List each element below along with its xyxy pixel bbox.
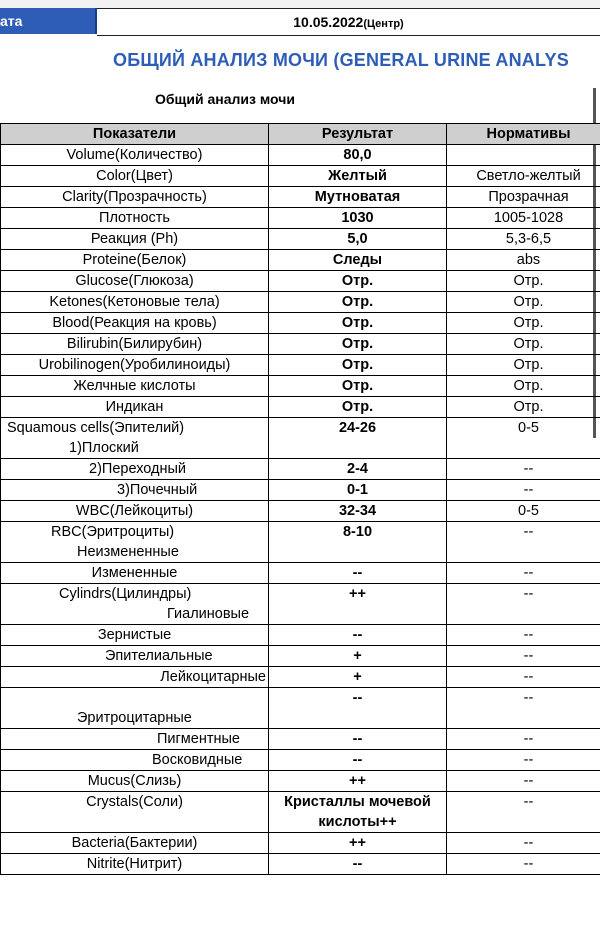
table-row [1, 792, 600, 833]
table-row [1, 480, 600, 501]
result-value: 2-4 [269, 459, 447, 480]
date-label: ата [0, 8, 97, 34]
norm-value: -- [447, 729, 600, 750]
norm-value: Отр. [447, 397, 600, 418]
result-value: -- [269, 625, 447, 646]
table-row [1, 145, 600, 166]
parameter-name: Color(Цвет) [1, 166, 269, 187]
table-row [1, 833, 600, 854]
result-value-cell [269, 792, 447, 833]
date-bar [0, 8, 600, 34]
parameter-name: Proteine(Белок) [1, 250, 269, 271]
result-value: -- [269, 729, 447, 750]
result-value: Отр. [269, 313, 447, 334]
parameter-subname: Эритроцитарные [77, 710, 192, 726]
parameter-name: WBC(Лейкоциты) [1, 501, 269, 522]
result-value: ++ [269, 584, 447, 625]
result-value: Отр. [269, 376, 447, 397]
result-value: ++ [269, 833, 447, 854]
norm-value: Отр. [447, 313, 600, 334]
parameter-name: 3)Почечный [1, 480, 269, 501]
norm-value: Прозрачная [447, 187, 600, 208]
result-value: 1030 [269, 208, 447, 229]
header-parameter: Показатели [1, 124, 269, 145]
norm-value: Отр. [447, 376, 600, 397]
table-row [1, 854, 600, 875]
norm-value: -- [447, 563, 600, 584]
result-value: 80,0 [269, 145, 447, 166]
norm-value: -- [447, 480, 600, 501]
result-value: Отр. [269, 271, 447, 292]
result-value: Кристаллы мочевой [284, 794, 431, 810]
parameter-name: Реакция (Ph) [1, 229, 269, 250]
norm-value: -- [447, 646, 600, 667]
top-strip [0, 0, 600, 8]
result-value: Желтый [269, 166, 447, 187]
table-row [1, 250, 600, 271]
parameter-name: Восковидные [1, 750, 269, 771]
date-value [97, 8, 600, 36]
norm-value: -- [447, 584, 600, 625]
norm-value: 0-5 [447, 418, 600, 459]
table-row [1, 563, 600, 584]
result-value: + [269, 646, 447, 667]
table-row [1, 376, 600, 397]
parameter-subname: Гиалиновые [167, 606, 250, 622]
parameter-name: Желчные кислоты [1, 376, 269, 397]
norm-value: 0-5 [447, 501, 600, 522]
norm-value: Отр. [447, 334, 600, 355]
table-row [1, 501, 600, 522]
norm-value: -- [447, 854, 600, 875]
norm-value: -- [447, 625, 600, 646]
parameter-name: Cylindrs(Цилиндры) [59, 586, 192, 602]
table-row [1, 771, 600, 792]
header-result: Результат [269, 124, 447, 145]
result-value-line2: кислоты++ [318, 814, 397, 830]
table-row [1, 208, 600, 229]
parameter-subname: Неизмененные [77, 544, 179, 560]
parameter-name: Volume(Количество) [1, 145, 269, 166]
norm-value: -- [447, 459, 600, 480]
document-subtitle: Общий анализ мочи [155, 91, 295, 107]
parameter-name-cell [1, 584, 269, 625]
parameter-name: Glucose(Глюкоза) [1, 271, 269, 292]
parameter-name: Urobilinogen(Уробилиноиды) [1, 355, 269, 376]
result-value: Отр. [269, 334, 447, 355]
parameter-name: Индикан [1, 397, 269, 418]
norm-value: -- [447, 688, 600, 729]
parameter-name: Ketones(Кетоновые тела) [1, 292, 269, 313]
parameter-name: Bacteria(Бактерии) [1, 833, 269, 854]
result-value: + [269, 667, 447, 688]
norm-value [447, 145, 600, 166]
table-row [1, 459, 600, 480]
parameter-name: Nitrite(Нитрит) [1, 854, 269, 875]
table-row [1, 688, 600, 729]
norm-value: -- [447, 750, 600, 771]
result-value: Отр. [269, 397, 447, 418]
table-header-row [1, 124, 600, 145]
parameter-name-cell [1, 688, 269, 729]
parameter-name: Плотность [1, 208, 269, 229]
table-row [1, 166, 600, 187]
results-table [0, 123, 600, 875]
table-row [1, 729, 600, 750]
table-row [1, 625, 600, 646]
norm-value: Отр. [447, 271, 600, 292]
table-row [1, 292, 600, 313]
analysis-date: 10.05.2022 [293, 14, 364, 30]
table-row [1, 229, 600, 250]
parameter-name-cell [1, 522, 269, 563]
result-value: ++ [269, 771, 447, 792]
parameter-name: Squamous cells(Эпителий) [7, 420, 185, 436]
norm-value: -- [447, 833, 600, 854]
table-row [1, 313, 600, 334]
norm-value: -- [447, 667, 600, 688]
parameter-name [3, 688, 266, 708]
parameter-name: RBC(Эритроциты) [51, 524, 175, 540]
parameter-name: Clarity(Прозрачность) [1, 187, 269, 208]
parameter-name: Зернистые [1, 625, 269, 646]
norm-value: -- [447, 522, 600, 563]
table-row [1, 522, 600, 563]
result-value: 32-34 [269, 501, 447, 522]
result-value: -- [269, 688, 447, 729]
table-row [1, 750, 600, 771]
table-row [1, 334, 600, 355]
norm-value: -- [447, 771, 600, 792]
parameter-subname: 1)Плоский [69, 440, 139, 456]
result-value: 5,0 [269, 229, 447, 250]
parameter-name: Эпителиальные [1, 646, 269, 667]
norm-value: Отр. [447, 355, 600, 376]
result-value: -- [269, 750, 447, 771]
date-note: (Центр) [363, 18, 404, 30]
result-value: Отр. [269, 292, 447, 313]
norm-value: 1005-1028 [447, 208, 600, 229]
table-row [1, 271, 600, 292]
parameter-name: 2)Переходный [1, 459, 269, 480]
parameter-name-cell [1, 418, 269, 459]
norm-value: 5,3-6,5 [447, 229, 600, 250]
result-value: -- [269, 563, 447, 584]
parameter-name: Crystals(Соли) [1, 792, 269, 833]
parameter-name: Измененные [1, 563, 269, 584]
parameter-name: Blood(Реакция на кровь) [1, 313, 269, 334]
header-norm: Нормативы [447, 124, 600, 145]
table-row [1, 646, 600, 667]
norm-value: abs [447, 250, 600, 271]
table-row [1, 397, 600, 418]
result-value: Следы [269, 250, 447, 271]
result-value: Отр. [269, 355, 447, 376]
norm-value: Отр. [447, 292, 600, 313]
result-value: 24-26 [269, 418, 447, 459]
norm-value: Светло-желтый [447, 166, 600, 187]
norm-value: -- [447, 792, 600, 833]
result-value: -- [269, 854, 447, 875]
document-title: ОБЩИЙ АНАЛИЗ МОЧИ (GENERAL URINE ANALYS [113, 50, 569, 70]
parameter-name: Лейкоцитарные [1, 667, 269, 688]
table-row [1, 355, 600, 376]
parameter-name: Bilirubin(Билирубин) [1, 334, 269, 355]
parameter-name: Пигментные [1, 729, 269, 750]
table-row [1, 418, 600, 459]
result-value: 0-1 [269, 480, 447, 501]
result-value: 8-10 [269, 522, 447, 563]
parameter-name: Mucus(Слизь) [1, 771, 269, 792]
table-row [1, 584, 600, 625]
result-value: Мутноватая [269, 187, 447, 208]
table-row [1, 667, 600, 688]
table-row [1, 187, 600, 208]
